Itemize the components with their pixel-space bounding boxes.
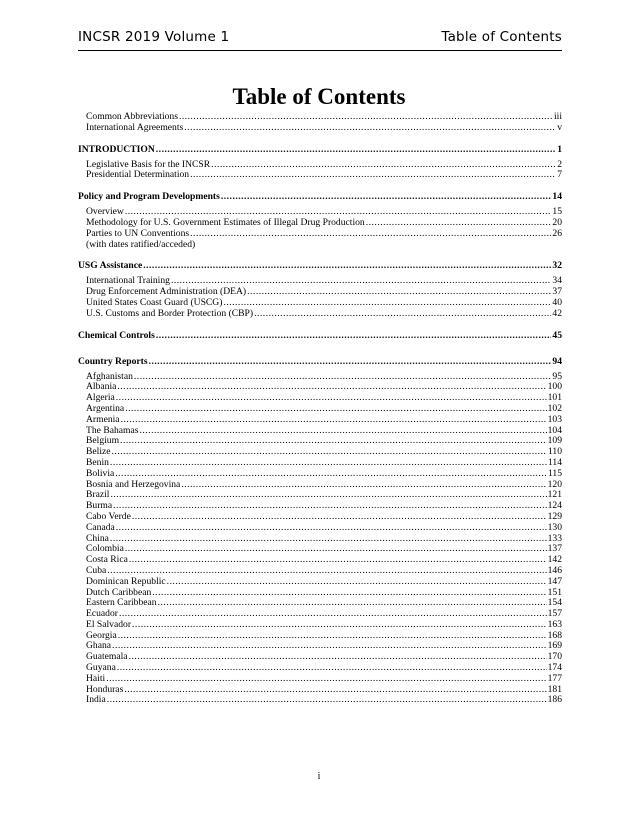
toc-section[interactable] bbox=[78, 330, 562, 342]
toc-entry-label: United States Coast Guard (USCG) bbox=[86, 296, 223, 308]
dot-leader bbox=[366, 218, 552, 229]
toc-spacer bbox=[78, 250, 562, 260]
dot-leader bbox=[125, 404, 546, 415]
toc-entry[interactable] bbox=[78, 415, 562, 426]
toc-entry[interactable] bbox=[78, 501, 562, 512]
dot-leader bbox=[152, 588, 546, 599]
toc-entry-page: 103 bbox=[547, 413, 562, 425]
dot-leader bbox=[134, 372, 552, 383]
toc-entry-label: Overview bbox=[86, 206, 124, 218]
dot-leader bbox=[110, 534, 547, 545]
toc-entry-label: The Bahamas bbox=[86, 424, 139, 436]
toc-entry-label: Bolivia bbox=[86, 467, 115, 479]
toc-entry-label: Bosnia and Herzegovina bbox=[86, 478, 181, 490]
dot-leader bbox=[149, 356, 552, 368]
toc-entry-page: 40 bbox=[552, 296, 562, 308]
toc-entry-page: 109 bbox=[547, 435, 562, 447]
dot-leader bbox=[181, 480, 546, 491]
dot-leader bbox=[179, 112, 553, 123]
toc-entry-label: Eastern Caribbean bbox=[86, 597, 157, 609]
toc-entry[interactable] bbox=[78, 382, 562, 393]
toc-entry-label: U.S. Customs and Border Protection (CBP) bbox=[86, 307, 254, 319]
toc-entry-label: Honduras bbox=[86, 683, 124, 695]
toc-entry[interactable] bbox=[78, 480, 562, 491]
toc-note: (with dates ratified/acceded) bbox=[86, 238, 196, 250]
toc-entry-label: El Salvador bbox=[86, 618, 132, 630]
toc-entry-label: Georgia bbox=[86, 629, 117, 641]
toc-entry[interactable] bbox=[78, 577, 562, 588]
dot-leader bbox=[112, 641, 547, 652]
dot-leader bbox=[124, 685, 546, 696]
toc-entry-page: 170 bbox=[547, 651, 562, 663]
toc-entry[interactable] bbox=[78, 393, 562, 404]
dot-leader bbox=[190, 229, 551, 240]
toc-entry-label: Benin bbox=[86, 456, 109, 468]
toc-entry-page: 181 bbox=[547, 683, 562, 695]
dot-leader bbox=[139, 426, 546, 437]
toc-section[interactable] bbox=[78, 356, 562, 368]
toc-entry-page: 37 bbox=[552, 286, 562, 298]
toc-spacer bbox=[78, 346, 562, 356]
toc-entry-page: 42 bbox=[552, 307, 562, 319]
toc-entry-page: iii bbox=[554, 111, 562, 122]
toc-entry[interactable] bbox=[78, 372, 562, 383]
toc-entry-label: Ghana bbox=[86, 640, 112, 652]
toc-entry-page: v bbox=[557, 121, 562, 133]
running-header bbox=[78, 26, 562, 48]
dot-leader bbox=[116, 523, 547, 534]
dot-leader bbox=[158, 598, 547, 609]
dot-leader bbox=[121, 415, 547, 426]
toc-entry-label: Dutch Caribbean bbox=[86, 586, 152, 598]
dot-leader bbox=[132, 620, 547, 631]
header-section-title: Table of Contents bbox=[441, 29, 562, 45]
toc-entry-page: 100 bbox=[547, 381, 562, 393]
toc-entry[interactable] bbox=[78, 229, 562, 240]
toc-entry[interactable] bbox=[78, 523, 562, 534]
dot-leader bbox=[247, 287, 551, 298]
toc-entry[interactable] bbox=[78, 490, 562, 501]
toc-entry[interactable] bbox=[78, 512, 562, 523]
toc-section[interactable] bbox=[78, 144, 562, 156]
toc-entry-page: 177 bbox=[547, 672, 562, 684]
dot-leader bbox=[110, 490, 546, 501]
toc-entry[interactable] bbox=[78, 685, 562, 696]
toc-entry-page: 115 bbox=[547, 467, 562, 479]
toc-entry-label: Common Abbreviations bbox=[86, 111, 178, 122]
toc-entry-label: Canada bbox=[86, 521, 115, 533]
dot-leader bbox=[112, 447, 547, 458]
toc-entry-page: 1 bbox=[557, 143, 562, 155]
dot-leader bbox=[167, 577, 547, 588]
toc-section[interactable] bbox=[78, 191, 562, 203]
toc-entry-label: Parties to UN Conventions bbox=[86, 227, 190, 239]
dot-leader bbox=[221, 191, 552, 203]
toc-entry-label: International Training bbox=[86, 275, 170, 287]
dot-leader bbox=[184, 123, 556, 134]
toc-entry-label: Dominican Republic bbox=[86, 575, 166, 587]
toc-entry-label: Guyana bbox=[86, 662, 116, 674]
toc-entry-page: 130 bbox=[547, 521, 562, 533]
toc-entry[interactable] bbox=[78, 663, 562, 674]
toc-entry-page: 94 bbox=[552, 355, 562, 367]
header-rule bbox=[78, 50, 562, 51]
toc-entry-page: 142 bbox=[547, 554, 562, 566]
dot-leader bbox=[132, 512, 547, 523]
toc-entry-label: Colombia bbox=[86, 543, 124, 555]
dot-leader bbox=[110, 458, 547, 469]
toc-entry-page: 169 bbox=[547, 640, 562, 652]
toc-entry-page: 174 bbox=[547, 662, 562, 674]
dot-leader bbox=[115, 469, 547, 480]
toc-entry-page: 45 bbox=[552, 329, 562, 341]
dot-leader bbox=[120, 436, 547, 447]
page-number: i bbox=[317, 771, 321, 782]
toc-entry[interactable] bbox=[78, 555, 562, 566]
page-title: Table of Contents bbox=[232, 84, 406, 109]
toc-entry-page: 95 bbox=[552, 370, 562, 382]
toc-entry-page: 14 bbox=[552, 191, 562, 203]
dot-leader bbox=[254, 309, 551, 320]
toc-entry-page: 101 bbox=[547, 392, 562, 404]
toc-entry-label: Methodology for U.S. Government Estimates of Illegal Drug Production bbox=[86, 216, 365, 228]
toc-entry-label: Guatemala bbox=[86, 651, 128, 663]
toc-entry[interactable] bbox=[78, 404, 562, 415]
dot-leader bbox=[117, 382, 546, 393]
toc-entry-page: 146 bbox=[547, 564, 562, 576]
toc-entry-page: 2 bbox=[557, 158, 562, 170]
dot-leader bbox=[119, 609, 547, 620]
toc-entry[interactable] bbox=[78, 641, 562, 652]
toc-entry-page: 137 bbox=[547, 543, 562, 555]
dot-leader bbox=[156, 144, 556, 156]
toc-spacer bbox=[78, 134, 562, 144]
toc-spacer bbox=[78, 320, 562, 330]
toc-spacer bbox=[78, 181, 562, 191]
dot-leader bbox=[156, 330, 552, 342]
dot-leader bbox=[107, 695, 547, 706]
toc-entry[interactable] bbox=[78, 544, 562, 555]
toc-entry-page: 147 bbox=[547, 575, 562, 587]
toc-entry-label: Costa Rica bbox=[86, 554, 128, 566]
toc-entry-label: Chemical Controls bbox=[78, 329, 155, 341]
toc-entry-label: Policy and Program Developments bbox=[78, 191, 220, 203]
table-of-contents bbox=[78, 112, 562, 706]
toc-entry[interactable] bbox=[78, 469, 562, 480]
dot-leader bbox=[129, 555, 547, 566]
toc-entry-page: 26 bbox=[552, 227, 562, 239]
dot-leader bbox=[143, 260, 551, 272]
toc-entry-label: Presidential Determination bbox=[86, 169, 190, 181]
toc-entry-label: Burma bbox=[86, 500, 113, 512]
toc-entry[interactable] bbox=[78, 123, 562, 134]
toc-entry-page: 7 bbox=[557, 169, 562, 181]
toc-entry-page: 168 bbox=[547, 629, 562, 641]
toc-entry-label: Belgium bbox=[86, 435, 120, 447]
toc-entry-label: Albania bbox=[86, 381, 117, 393]
toc-entry-page: 20 bbox=[552, 216, 562, 228]
toc-entry[interactable] bbox=[78, 620, 562, 631]
toc-entry-page: 104 bbox=[547, 424, 562, 436]
toc-entry-label: Argentina bbox=[86, 402, 125, 414]
toc-entry-page: 102 bbox=[547, 402, 562, 414]
toc-entry-page: 32 bbox=[552, 260, 562, 272]
dot-leader bbox=[223, 298, 551, 309]
dot-leader bbox=[211, 160, 556, 171]
dot-leader bbox=[116, 393, 547, 404]
toc-entry[interactable] bbox=[78, 609, 562, 620]
toc-entry-page: 129 bbox=[547, 510, 562, 522]
toc-entry-label: Haiti bbox=[86, 672, 106, 684]
toc-entry-label: USG Assistance bbox=[78, 260, 143, 272]
toc-entry-label: Cabo Verde bbox=[86, 510, 131, 522]
toc-entry[interactable] bbox=[78, 458, 562, 469]
toc-entry[interactable] bbox=[78, 436, 562, 447]
toc-entry[interactable] bbox=[78, 695, 562, 706]
dot-leader bbox=[118, 631, 547, 642]
toc-entry-label: Drug Enforcement Administration (DEA) bbox=[86, 286, 247, 298]
toc-entry-page: 151 bbox=[547, 586, 562, 598]
dot-leader bbox=[190, 170, 556, 181]
toc-entry-label: Legislative Basis for the INCSR bbox=[86, 158, 211, 170]
toc-entry[interactable] bbox=[78, 534, 562, 545]
dot-leader bbox=[117, 663, 547, 674]
toc-entry-page: 186 bbox=[547, 694, 562, 706]
toc-entry-label: India bbox=[86, 694, 106, 706]
toc-entry-label: INTRODUCTION bbox=[78, 143, 155, 155]
toc-entry[interactable] bbox=[78, 426, 562, 437]
toc-entry-page: 154 bbox=[547, 597, 562, 609]
toc-entry-page: 114 bbox=[547, 456, 562, 468]
toc-entry[interactable] bbox=[78, 631, 562, 642]
toc-entry-page: 124 bbox=[547, 500, 562, 512]
toc-entry-label: International Agreements bbox=[86, 121, 184, 133]
toc-entry-label: Afghanistan bbox=[86, 370, 133, 382]
header-doc-title: INCSR 2019 Volume 1 bbox=[78, 29, 230, 45]
toc-entry-label: Algeria bbox=[86, 392, 115, 404]
toc-entry[interactable] bbox=[78, 309, 562, 320]
toc-entry-label: Brazil bbox=[86, 489, 110, 501]
toc-entry[interactable] bbox=[78, 598, 562, 609]
toc-entry[interactable] bbox=[78, 447, 562, 458]
dot-leader bbox=[113, 501, 546, 512]
toc-entry-label: Ecuador bbox=[86, 608, 118, 620]
toc-entry[interactable] bbox=[78, 674, 562, 685]
toc-entry-page: 120 bbox=[547, 478, 562, 490]
toc-entry-page: 157 bbox=[547, 608, 562, 620]
toc-entry-label: China bbox=[86, 532, 109, 544]
dot-leader bbox=[106, 674, 546, 685]
toc-entry-page: 110 bbox=[547, 446, 562, 458]
toc-entry-label: Cuba bbox=[86, 564, 107, 576]
toc-entry-label: Belize bbox=[86, 446, 111, 458]
toc-section[interactable] bbox=[78, 260, 562, 272]
toc-entry-label: Country Reports bbox=[78, 355, 148, 367]
toc-entry-page: 121 bbox=[547, 489, 562, 501]
toc-entry-page: 34 bbox=[552, 275, 562, 287]
toc-entry[interactable] bbox=[78, 652, 562, 663]
dot-leader bbox=[125, 544, 547, 555]
dot-leader bbox=[107, 566, 546, 577]
toc-entry-page: 163 bbox=[547, 618, 562, 630]
toc-entry-page: 133 bbox=[547, 532, 562, 544]
toc-entry[interactable] bbox=[78, 170, 562, 181]
toc-entry-label: Armenia bbox=[86, 413, 120, 425]
toc-entry-page: 15 bbox=[552, 206, 562, 218]
dot-leader bbox=[129, 652, 547, 663]
